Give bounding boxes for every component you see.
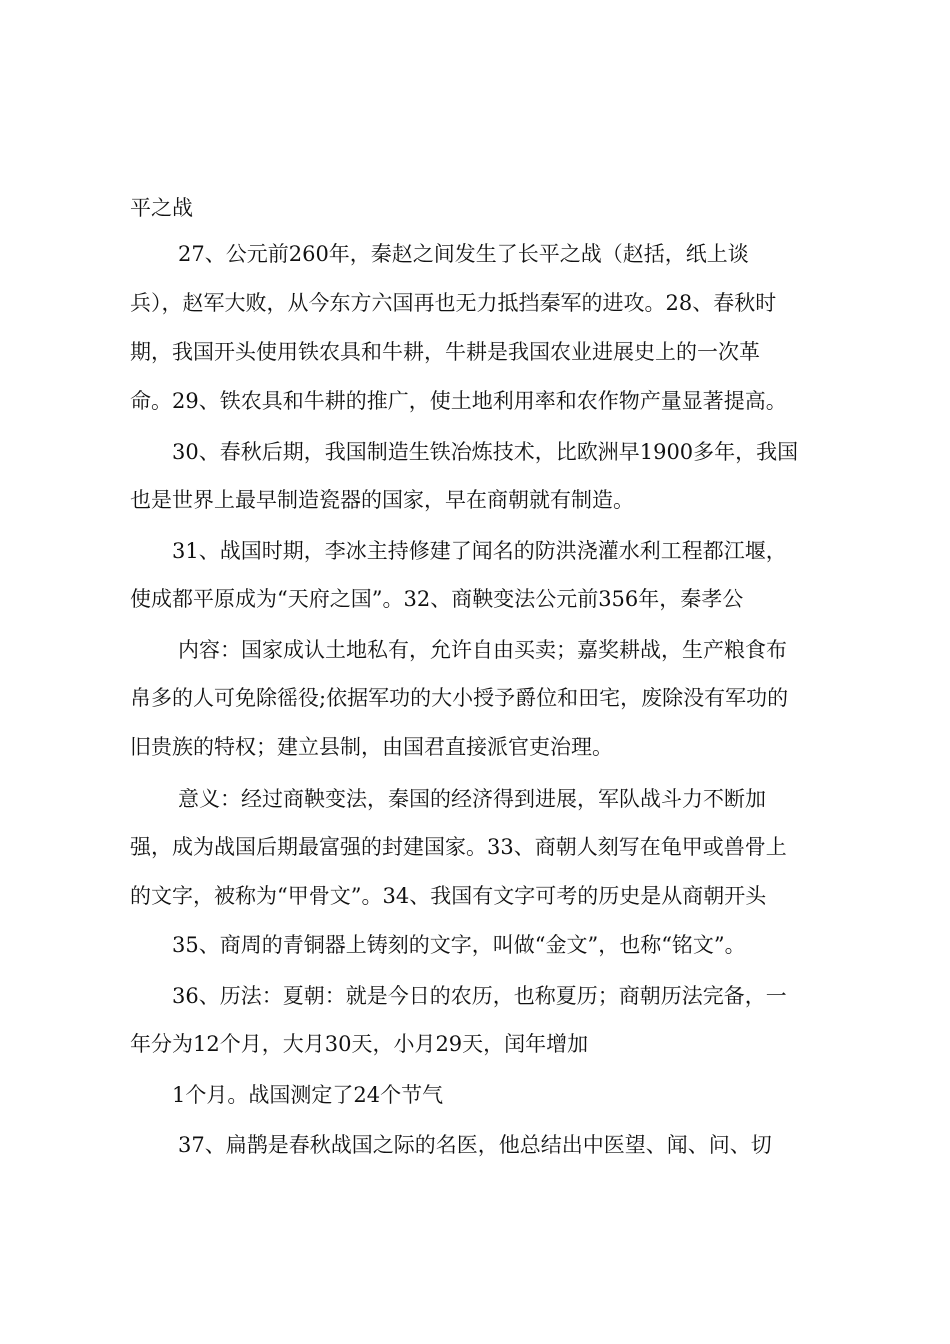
text-line [0, 383, 950, 419]
line-text: 年分为12个月，大月30天，小月29天，闰年增加 [130, 1032, 589, 1056]
line-text: 兵），赵军大败，从今东方六国再也无力抵挡秦军的进攻。28、春秋时 [130, 291, 777, 315]
text-line [0, 829, 950, 865]
text-line [0, 581, 950, 617]
text-line [0, 334, 950, 370]
line-text: 强，成为战国后期最富强的封建国家。33、商朝人刻写在龟甲或兽骨上 [130, 835, 787, 859]
line-text: 旧贵族的特权；建立县制，由国君直接派官吏治理。 [130, 735, 613, 759]
line-text: 使成都平原成为“天府之国”。32、商鞅变法公元前356年，秦孝公 [130, 587, 744, 611]
line-text: 35、商周的青铜器上铸刻的文字，叫做“金文”，也称“铭文”。 [172, 933, 746, 957]
text-line [0, 1026, 950, 1062]
text-line [0, 680, 950, 716]
text-line [0, 927, 950, 963]
text-line [0, 533, 950, 569]
line-text: 意义：经过商鞅变法，秦国的经济得到进展，军队战斗力不断加 [178, 787, 766, 811]
line-text: 36、历法：夏朝：就是今日的农历，也称夏历；商朝历法完备，一 [172, 984, 787, 1008]
line-text: 帛多的人可免除徭役;依据军功的大小授予爵位和田宅，废除没有军功的 [130, 686, 789, 710]
line-text: 的文字，被称为“甲骨文”。34、我国有文字可考的历史是从商朝开头 [130, 884, 767, 908]
text-line [0, 978, 950, 1014]
text-line [0, 1127, 950, 1163]
text-line [0, 434, 950, 470]
line-text: 1个月。战国测定了24个节气 [172, 1083, 444, 1107]
text-line [0, 729, 950, 765]
line-text: 平之战 [130, 196, 193, 220]
line-text: 30、春秋后期，我国制造生铁冶炼技术，比欧洲早1900多年，我国 [172, 440, 799, 464]
text-line [0, 285, 950, 321]
text-line [0, 878, 950, 914]
line-text: 期，我国开头使用铁农具和牛耕，牛耕是我国农业进展史上的一次革 [130, 340, 760, 364]
text-line [0, 781, 950, 817]
text-line [0, 190, 950, 226]
line-text: 37、扁鹊是春秋战国之际的名医，他总结出中医望、闻、问、切 [178, 1133, 772, 1157]
line-text: 31、战国时期，李冰主持修建了闻名的防洪浇灌水利工程都江堰， [172, 539, 787, 563]
text-line [0, 482, 950, 518]
text-line [0, 1077, 950, 1113]
text-line [0, 236, 950, 272]
line-text: 命。29、铁农具和牛耕的推广，使土地利用率和农作物产量显著提高。 [130, 389, 787, 413]
line-text: 内容：国家成认土地私有，允许自由买卖；嘉奖耕战，生产粮食布 [178, 638, 787, 662]
text-line [0, 632, 950, 668]
line-text: 27、公元前260年，秦赵之间发生了长平之战（赵括，纸上谈 [178, 242, 749, 266]
line-text: 也是世界上最早制造瓷器的国家，早在商朝就有制造。 [130, 488, 634, 512]
